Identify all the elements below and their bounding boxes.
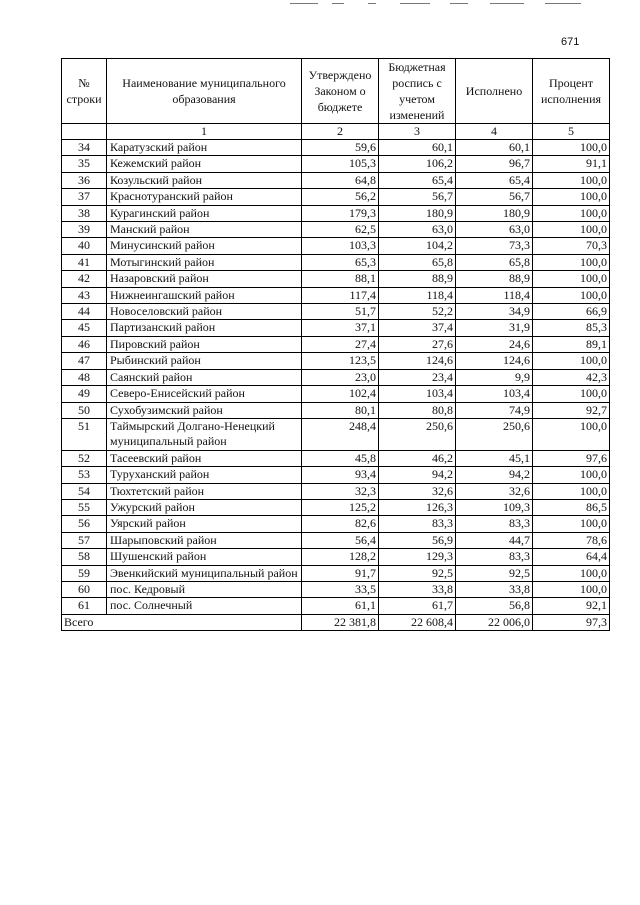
budget-value: 80,8 <box>379 402 456 418</box>
executed-value: 118,4 <box>456 287 533 303</box>
approved-value: 248,4 <box>302 418 379 450</box>
executed-value: 34,9 <box>456 304 533 320</box>
row-number: 38 <box>62 205 107 221</box>
row-number: 46 <box>62 336 107 352</box>
budget-value: 27,6 <box>379 336 456 352</box>
total-executed: 22 006,0 <box>456 614 533 630</box>
row-number: 49 <box>62 386 107 402</box>
executed-value: 65,8 <box>456 254 533 270</box>
budget-value: 46,2 <box>379 450 456 466</box>
percent-value: 100,0 <box>533 386 610 402</box>
column-number: 1 <box>107 124 302 140</box>
total-label: Всего <box>62 614 302 630</box>
approved-value: 125,2 <box>302 499 379 515</box>
percent-value: 85,3 <box>533 320 610 336</box>
approved-value: 59,6 <box>302 140 379 156</box>
municipality-name: Манский район <box>107 222 302 238</box>
executed-value: 60,1 <box>456 140 533 156</box>
approved-value: 91,7 <box>302 565 379 581</box>
budget-value: 33,8 <box>379 581 456 597</box>
municipality-name: Рыбинский район <box>107 353 302 369</box>
municipality-name: Шушенский район <box>107 549 302 565</box>
budget-value: 23,4 <box>379 369 456 385</box>
municipality-name: пос. Кедровый <box>107 581 302 597</box>
budget-value: 92,5 <box>379 565 456 581</box>
executed-value: 96,7 <box>456 156 533 172</box>
table-row <box>62 304 610 320</box>
municipality-name: Шарыповский район <box>107 532 302 548</box>
municipality-name: Эвенкийский муниципальный район <box>107 565 302 581</box>
approved-value: 56,4 <box>302 532 379 548</box>
table-row <box>62 205 610 221</box>
executed-value: 56,7 <box>456 189 533 205</box>
municipality-name: Нижнеингашский район <box>107 287 302 303</box>
header-percent: Процент исполнения <box>533 59 610 124</box>
percent-value: 86,5 <box>533 499 610 515</box>
approved-value: 93,4 <box>302 467 379 483</box>
municipality-name: Кежемский район <box>107 156 302 172</box>
executed-value: 32,6 <box>456 483 533 499</box>
total-approved: 22 381,8 <box>302 614 379 630</box>
row-number: 40 <box>62 238 107 254</box>
approved-value: 23,0 <box>302 369 379 385</box>
row-number: 35 <box>62 156 107 172</box>
percent-value: 78,6 <box>533 532 610 548</box>
table-row <box>62 386 610 402</box>
municipality-name: Краснотуранский район <box>107 189 302 205</box>
approved-value: 65,3 <box>302 254 379 270</box>
header-row-number: № строки <box>62 59 107 124</box>
header-row <box>62 59 610 124</box>
executed-value: 109,3 <box>456 499 533 515</box>
budget-value: 56,9 <box>379 532 456 548</box>
approved-value: 103,3 <box>302 238 379 254</box>
municipality-name: Туруханский район <box>107 467 302 483</box>
approved-value: 32,3 <box>302 483 379 499</box>
row-number: 50 <box>62 402 107 418</box>
budget-value: 65,4 <box>379 172 456 188</box>
budget-value: 124,6 <box>379 353 456 369</box>
municipality-name: пос. Солнечный <box>107 598 302 614</box>
table-row <box>62 336 610 352</box>
column-numbers-row <box>62 124 610 140</box>
table-row <box>62 581 610 597</box>
row-number: 52 <box>62 450 107 466</box>
percent-value: 100,0 <box>533 205 610 221</box>
table-row <box>62 254 610 270</box>
budget-value: 63,0 <box>379 222 456 238</box>
executed-value: 103,4 <box>456 386 533 402</box>
executed-value: 24,6 <box>456 336 533 352</box>
row-number: 45 <box>62 320 107 336</box>
executed-value: 180,9 <box>456 205 533 221</box>
executed-value: 74,9 <box>456 402 533 418</box>
percent-value: 89,1 <box>533 336 610 352</box>
percent-value: 100,0 <box>533 287 610 303</box>
total-row <box>62 614 610 630</box>
percent-value: 100,0 <box>533 581 610 597</box>
row-number: 34 <box>62 140 107 156</box>
row-number: 60 <box>62 581 107 597</box>
approved-value: 33,5 <box>302 581 379 597</box>
municipality-name: Саянский район <box>107 369 302 385</box>
budget-value: 103,4 <box>379 386 456 402</box>
table-row <box>62 516 610 532</box>
percent-value: 100,0 <box>533 222 610 238</box>
table-body <box>62 140 610 615</box>
budget-value: 32,6 <box>379 483 456 499</box>
row-number: 53 <box>62 467 107 483</box>
table-row <box>62 418 610 450</box>
percent-value: 70,3 <box>533 238 610 254</box>
executed-value: 45,1 <box>456 450 533 466</box>
row-number: 51 <box>62 418 107 450</box>
budget-value: 129,3 <box>379 549 456 565</box>
table-row <box>62 532 610 548</box>
municipality-name: Таймырский Долгано-Ненецкий муниципальный район <box>107 418 302 450</box>
municipality-name: Каратузский район <box>107 140 302 156</box>
executed-value: 73,3 <box>456 238 533 254</box>
municipality-name: Козульский район <box>107 172 302 188</box>
table-row <box>62 598 610 614</box>
column-number <box>62 124 107 140</box>
table-row <box>62 467 610 483</box>
approved-value: 37,1 <box>302 320 379 336</box>
executed-value: 63,0 <box>456 222 533 238</box>
municipality-name: Мотыгинский район <box>107 254 302 270</box>
percent-value: 64,4 <box>533 549 610 565</box>
row-number: 41 <box>62 254 107 270</box>
municipality-name: Курагинский район <box>107 205 302 221</box>
percent-value: 92,7 <box>533 402 610 418</box>
approved-value: 80,1 <box>302 402 379 418</box>
municipality-name: Сухобузимский район <box>107 402 302 418</box>
table-row <box>62 565 610 581</box>
budget-value: 94,2 <box>379 467 456 483</box>
approved-value: 179,3 <box>302 205 379 221</box>
municipality-name: Северо-Енисейский район <box>107 386 302 402</box>
table-row <box>62 140 610 156</box>
budget-value: 52,2 <box>379 304 456 320</box>
approved-value: 117,4 <box>302 287 379 303</box>
executed-value: 33,8 <box>456 581 533 597</box>
table-row <box>62 320 610 336</box>
municipality-name: Тасеевский район <box>107 450 302 466</box>
municipality-name: Назаровский район <box>107 271 302 287</box>
approved-value: 102,4 <box>302 386 379 402</box>
row-number: 57 <box>62 532 107 548</box>
executed-value: 250,6 <box>456 418 533 450</box>
percent-value: 100,0 <box>533 418 610 450</box>
row-number: 47 <box>62 353 107 369</box>
executed-value: 83,3 <box>456 516 533 532</box>
row-number: 36 <box>62 172 107 188</box>
total-budget: 22 608,4 <box>379 614 456 630</box>
header-budget-schedule: Бюджетная роспись с учетом изменений <box>379 59 456 124</box>
percent-value: 100,0 <box>533 565 610 581</box>
budget-value: 61,7 <box>379 598 456 614</box>
table-row <box>62 353 610 369</box>
budget-value: 60,1 <box>379 140 456 156</box>
budget-value: 88,9 <box>379 271 456 287</box>
municipality-name: Пировский район <box>107 336 302 352</box>
budget-value: 180,9 <box>379 205 456 221</box>
municipality-name: Ужурский район <box>107 499 302 515</box>
approved-value: 61,1 <box>302 598 379 614</box>
municipality-name: Тюхтетский район <box>107 483 302 499</box>
table-row <box>62 369 610 385</box>
percent-value: 100,0 <box>533 271 610 287</box>
budget-value: 56,7 <box>379 189 456 205</box>
percent-value: 92,1 <box>533 598 610 614</box>
approved-value: 128,2 <box>302 549 379 565</box>
table-row <box>62 483 610 499</box>
header-municipality-name: Наименование муниципального образования <box>107 59 302 124</box>
executed-value: 88,9 <box>456 271 533 287</box>
executed-value: 65,4 <box>456 172 533 188</box>
row-number: 44 <box>62 304 107 320</box>
table-row <box>62 271 610 287</box>
table-row <box>62 238 610 254</box>
executed-value: 56,8 <box>456 598 533 614</box>
approved-value: 64,8 <box>302 172 379 188</box>
percent-value: 100,0 <box>533 483 610 499</box>
row-number: 43 <box>62 287 107 303</box>
executed-value: 124,6 <box>456 353 533 369</box>
percent-value: 97,6 <box>533 450 610 466</box>
approved-value: 56,2 <box>302 189 379 205</box>
budget-value: 126,3 <box>379 499 456 515</box>
municipality-name: Новоселовский район <box>107 304 302 320</box>
executed-value: 94,2 <box>456 467 533 483</box>
total-percent: 97,3 <box>533 614 610 630</box>
approved-value: 27,4 <box>302 336 379 352</box>
percent-value: 66,9 <box>533 304 610 320</box>
municipality-name: Уярский район <box>107 516 302 532</box>
budget-execution-table <box>61 58 610 631</box>
row-number: 37 <box>62 189 107 205</box>
approved-value: 45,8 <box>302 450 379 466</box>
percent-value: 100,0 <box>533 254 610 270</box>
column-number: 5 <box>533 124 610 140</box>
row-number: 58 <box>62 549 107 565</box>
approved-value: 62,5 <box>302 222 379 238</box>
row-number: 48 <box>62 369 107 385</box>
column-number: 3 <box>379 124 456 140</box>
percent-value: 91,1 <box>533 156 610 172</box>
approved-value: 123,5 <box>302 353 379 369</box>
row-number: 39 <box>62 222 107 238</box>
table-row <box>62 450 610 466</box>
executed-value: 92,5 <box>456 565 533 581</box>
approved-value: 88,1 <box>302 271 379 287</box>
budget-value: 250,6 <box>379 418 456 450</box>
approved-value: 82,6 <box>302 516 379 532</box>
budget-value: 118,4 <box>379 287 456 303</box>
executed-value: 9,9 <box>456 369 533 385</box>
table-row <box>62 402 610 418</box>
percent-value: 100,0 <box>533 467 610 483</box>
row-number: 59 <box>62 565 107 581</box>
table-row <box>62 172 610 188</box>
approved-value: 105,3 <box>302 156 379 172</box>
executed-value: 83,3 <box>456 549 533 565</box>
percent-value: 100,0 <box>533 140 610 156</box>
row-number: 61 <box>62 598 107 614</box>
percent-value: 100,0 <box>533 189 610 205</box>
table-row <box>62 156 610 172</box>
row-number: 56 <box>62 516 107 532</box>
table-row <box>62 222 610 238</box>
budget-value: 65,8 <box>379 254 456 270</box>
column-number: 2 <box>302 124 379 140</box>
row-number: 55 <box>62 499 107 515</box>
row-number: 42 <box>62 271 107 287</box>
percent-value: 100,0 <box>533 353 610 369</box>
budget-value: 83,3 <box>379 516 456 532</box>
percent-value: 100,0 <box>533 172 610 188</box>
page-number: 671 <box>561 36 580 48</box>
header-executed: Исполнено <box>456 59 533 124</box>
executed-value: 44,7 <box>456 532 533 548</box>
municipality-name: Минусинский район <box>107 238 302 254</box>
column-number: 4 <box>456 124 533 140</box>
executed-value: 31,9 <box>456 320 533 336</box>
budget-value: 104,2 <box>379 238 456 254</box>
header-approved: Утверждено Законом о бюджете <box>302 59 379 124</box>
percent-value: 42,3 <box>533 369 610 385</box>
table-row <box>62 549 610 565</box>
approved-value: 51,7 <box>302 304 379 320</box>
table-row <box>62 189 610 205</box>
table-row <box>62 287 610 303</box>
municipality-name: Партизанский район <box>107 320 302 336</box>
table-row <box>62 499 610 515</box>
scan-top-marks <box>290 2 590 6</box>
percent-value: 100,0 <box>533 516 610 532</box>
budget-value: 106,2 <box>379 156 456 172</box>
row-number: 54 <box>62 483 107 499</box>
budget-value: 37,4 <box>379 320 456 336</box>
